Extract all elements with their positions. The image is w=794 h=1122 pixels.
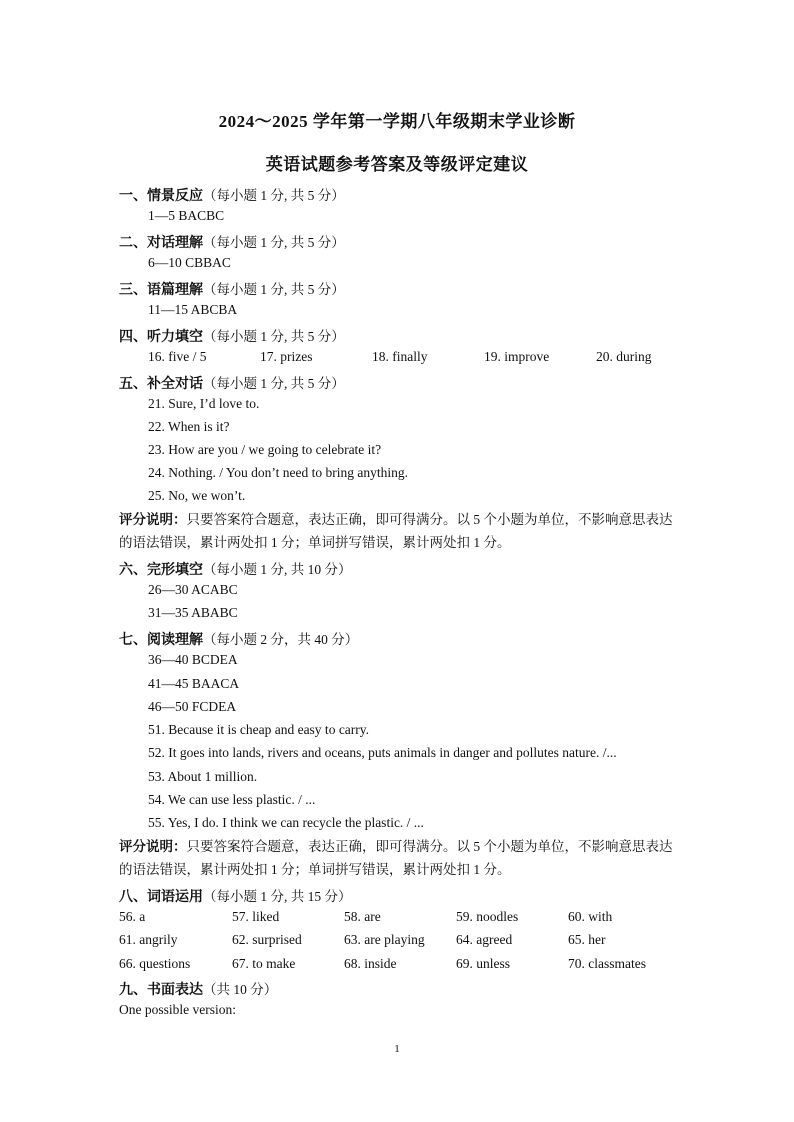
answer-item: 66. questions — [119, 956, 191, 971]
document-subtitle: 英语试题参考答案及等级评定建议 — [265, 155, 529, 174]
section-title: 七、阅读理解 — [119, 633, 203, 648]
answer-item: 53. About 1 million. — [148, 769, 258, 784]
answer-item: 20. during — [596, 349, 652, 364]
section-title: 一、情景反应 — [119, 189, 203, 204]
answer-item: 69. unless — [456, 956, 510, 971]
section-title: 五、补全对话 — [119, 377, 203, 392]
answer-item: 41—45 BAACA — [148, 676, 240, 691]
section-7-heading — [119, 628, 358, 649]
section-note: （每小题 1 分, 共 5 分） — [203, 235, 345, 250]
answer-item: 21. Sure, I’d love to. — [148, 396, 260, 411]
answer-item: 31—35 ABABC — [148, 605, 238, 620]
answer-item: 55. Yes, I do. I think we can recycle the plastic. / ... — [148, 815, 424, 830]
answer-item: 70. classmates — [568, 956, 646, 971]
section-9-heading — [119, 978, 277, 999]
section-note: （每小题 1 分, 共 5 分） — [203, 329, 345, 344]
section-title: 二、对话理解 — [119, 236, 203, 251]
page-number: 1 — [394, 1043, 400, 1055]
grading-note-1 — [119, 508, 679, 554]
answer-item: 36—40 BCDEA — [148, 652, 238, 667]
section-note: （每小题 1 分, 共 10 分） — [203, 562, 352, 577]
grading-label: 评分说明： — [119, 512, 187, 527]
answer-item: 46—50 FCDEA — [148, 699, 237, 714]
section-note: （每小题 1 分, 共 5 分） — [203, 188, 345, 203]
section-note: （每小题 1 分, 共 15 分） — [203, 889, 352, 904]
answer-item: 23. How are you / we going to celebrate it? — [148, 442, 382, 457]
section-title: 六、完形填空 — [119, 563, 203, 578]
section-note: （每小题 2 分，共 40 分） — [203, 632, 359, 647]
section-5-heading — [119, 372, 345, 393]
answer-item: 61. angrily — [119, 932, 178, 947]
section-8-heading — [119, 885, 352, 906]
grading-text: 只要答案符合题意，表达正确，即可得满分。以 5 个小题为单位，不影响意思表达的语法错误，累计两处扣 1 分；单词拼写错误，累计两处扣 1 分。 — [119, 512, 673, 550]
section-3-heading — [119, 278, 345, 299]
answer-item: 60. with — [568, 909, 613, 924]
document-title: 2024～2025 学年第一学期八年级期末学业诊断 — [218, 112, 576, 131]
answer-item: 51. Because it is cheap and easy to carry. — [148, 722, 370, 737]
answer-item: 16. five / 5 — [148, 349, 207, 364]
answer-item: 65. her — [568, 932, 606, 947]
section-2-heading — [119, 231, 345, 252]
answer-item: 62. surprised — [232, 932, 302, 947]
section-title: 八、词语运用 — [119, 890, 203, 905]
section-note: （每小题 1 分, 共 5 分） — [203, 376, 345, 391]
section-2-answer: 6—10 CBBAC — [148, 255, 231, 270]
answer-item: 26—30 ACABC — [148, 582, 238, 597]
answer-item: 59. noodles — [456, 909, 519, 924]
grading-label: 评分说明： — [119, 839, 187, 854]
section-6-heading — [119, 558, 352, 579]
answer-item: 19. improve — [484, 349, 550, 364]
answer-item: 25. No, we won’t. — [148, 488, 246, 503]
grading-text: 只要答案符合题意，表达正确，即可得满分。以 5 个小题为单位，不影响意思表达的语法错误，累计两处扣 1 分；单词拼写错误，累计两处扣 1 分。 — [119, 839, 673, 877]
answer-item: 58. are — [344, 909, 381, 924]
section-note: （每小题 1 分, 共 5 分） — [203, 282, 345, 297]
answer-item: 52. It goes into lands, rivers and oceans, puts animals in danger and pollutes nature. /... — [148, 745, 617, 760]
section-title: 四、听力填空 — [119, 330, 203, 345]
section-3-answer: 11—15 ABCBA — [148, 302, 238, 317]
answer-item: 57. liked — [232, 909, 280, 924]
section-1-heading — [119, 184, 345, 205]
answer-item: 67. to make — [232, 956, 296, 971]
answer-item: 64. agreed — [456, 932, 513, 947]
answer-item: 54. We can use less plastic. / ... — [148, 792, 316, 807]
grading-note-2 — [119, 835, 679, 881]
answer-item: 63. are playing — [344, 932, 425, 947]
section-4-heading — [119, 325, 345, 346]
answer-item: 17. prizes — [260, 349, 313, 364]
section-title: 九、书面表达 — [119, 983, 203, 998]
section-note: （共 10 分） — [203, 982, 278, 997]
sample-essay-label: One possible version: — [119, 1002, 236, 1017]
answer-item: 68. inside — [344, 956, 397, 971]
section-1-answer: 1—5 BACBC — [148, 208, 225, 223]
answer-item: 18. finally — [372, 349, 428, 364]
section-title: 三、语篇理解 — [119, 283, 203, 298]
answer-item: 24. Nothing. / You don’t need to bring anything. — [148, 465, 409, 480]
answer-item: 56. a — [119, 909, 146, 924]
answer-item: 22. When is it? — [148, 419, 230, 434]
